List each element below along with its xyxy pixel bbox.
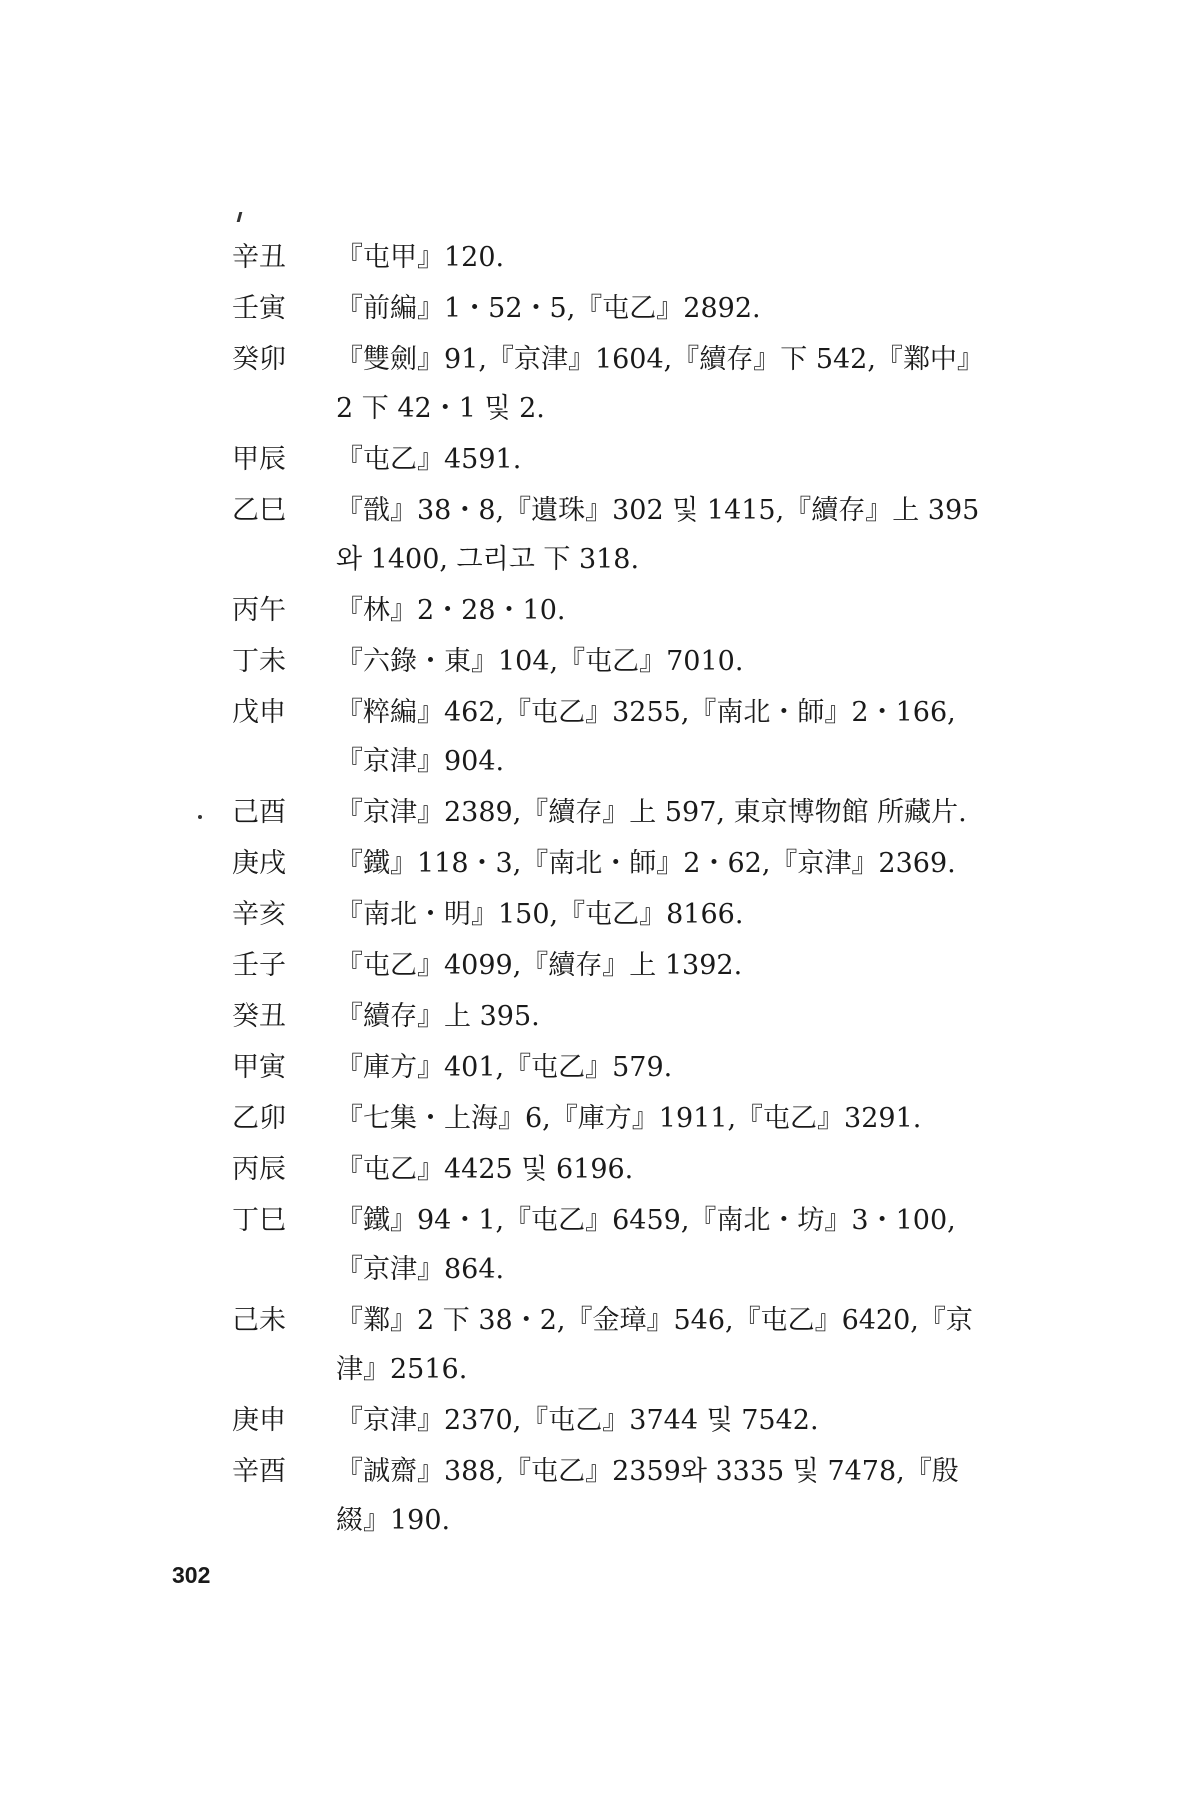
entry-cyclical-day: 乙巳 — [232, 495, 286, 526]
reference-entry — [232, 286, 992, 333]
entry-cyclical-day: 乙卯 — [232, 1103, 286, 1134]
entry-sources: 『屯乙』4099,『續存』上 1392. — [336, 950, 743, 981]
entry-cyclical-day: 丙辰 — [232, 1154, 286, 1185]
entry-cyclical-day: 癸卯 — [232, 344, 286, 375]
entry-sources: 『南北・明』150,『屯乙』8166. — [336, 899, 744, 930]
entry-cyclical-day: 戊申 — [232, 697, 286, 728]
reference-list — [232, 235, 992, 1549]
entry-cyclical-day: 甲辰 — [232, 444, 286, 475]
reference-entry — [232, 892, 992, 939]
entry-sources: 『屯乙』4591. — [336, 444, 522, 475]
reference-entry — [232, 1147, 992, 1194]
reference-entry — [232, 437, 992, 484]
entry-sources: 『六錄・東』104,『屯乙』7010. — [336, 646, 744, 677]
reference-entry — [232, 790, 992, 837]
entry-cyclical-day: 己酉 — [232, 797, 286, 828]
entry-sources: 『鄴』2 下 38・2,『金璋』546,『屯乙』6420,『京津』2516. — [336, 1305, 973, 1385]
entry-cyclical-day: 甲寅 — [232, 1052, 286, 1083]
entry-cyclical-day: 辛酉 — [232, 1456, 286, 1487]
reference-entry — [232, 1298, 992, 1394]
entry-sources: 『庫方』401,『屯乙』579. — [336, 1052, 673, 1083]
entry-sources: 『林』2・28・10. — [336, 595, 566, 626]
reference-entry — [232, 943, 992, 990]
entry-cyclical-day: 丁未 — [232, 646, 286, 677]
entry-cyclical-day: 丙午 — [232, 595, 286, 626]
reference-entry — [232, 1045, 992, 1092]
entry-cyclical-day: 辛亥 — [232, 899, 286, 930]
entry-cyclical-day: 庚戌 — [232, 848, 286, 879]
entry-cyclical-day: 庚申 — [232, 1405, 286, 1436]
entry-sources: 『續存』上 395. — [336, 1001, 540, 1032]
page-number: 302 — [172, 1562, 211, 1588]
entry-sources: 『京津』2370,『屯乙』3744 및 7542. — [336, 1405, 819, 1436]
reference-entry — [232, 1198, 992, 1294]
entry-cyclical-day: 辛丑 — [232, 242, 286, 273]
entry-sources: 『粹編』462,『屯乙』3255,『南北・師』2・166,『京津』904. — [336, 697, 956, 777]
stray-mark — [237, 212, 243, 222]
entry-sources: 『雙劍』91,『京津』1604,『續存』下 542,『鄴中』2 下 42・1 및 2. — [336, 344, 984, 424]
reference-entry — [232, 337, 992, 433]
entry-sources: 『屯甲』120. — [336, 242, 505, 273]
entry-sources: 『屯乙』4425 및 6196. — [336, 1154, 634, 1185]
entry-sources: 『京津』2389,『續存』上 597, 東京博物館 所藏片. — [336, 797, 967, 828]
entry-sources: 『鐵』94・1,『屯乙』6459,『南北・坊』3・100,『京津』864. — [336, 1205, 956, 1285]
reference-entry — [232, 588, 992, 635]
entry-cyclical-day: 己未 — [232, 1305, 286, 1336]
entry-sources: 『鐵』118・3,『南北・師』2・62,『京津』2369. — [336, 848, 956, 879]
reference-entry — [232, 639, 992, 686]
reference-entry — [232, 235, 992, 282]
reference-entry — [232, 1398, 992, 1445]
entry-cyclical-day: 癸丑 — [232, 1001, 286, 1032]
stray-dot — [198, 815, 202, 819]
reference-entry — [232, 994, 992, 1041]
entry-sources: 『七集・上海』6,『庫方』1911,『屯乙』3291. — [336, 1103, 922, 1134]
entry-cyclical-day: 丁巳 — [232, 1205, 286, 1236]
reference-entry — [232, 1449, 992, 1545]
entry-sources: 『誠齋』388,『屯乙』2359와 3335 및 7478,『殷綴』190. — [336, 1456, 959, 1536]
entry-sources: 『前編』1・52・5,『屯乙』2892. — [336, 293, 761, 324]
entry-cyclical-day: 壬子 — [232, 950, 286, 981]
reference-entry — [232, 1096, 992, 1143]
reference-entry — [232, 841, 992, 888]
entry-cyclical-day: 壬寅 — [232, 293, 286, 324]
reference-entry — [232, 488, 992, 584]
reference-entry — [232, 690, 992, 786]
entry-sources: 『戩』38・8,『遺珠』302 및 1415,『續存』上 395와 1400, 그리고 下 318. — [336, 495, 980, 575]
